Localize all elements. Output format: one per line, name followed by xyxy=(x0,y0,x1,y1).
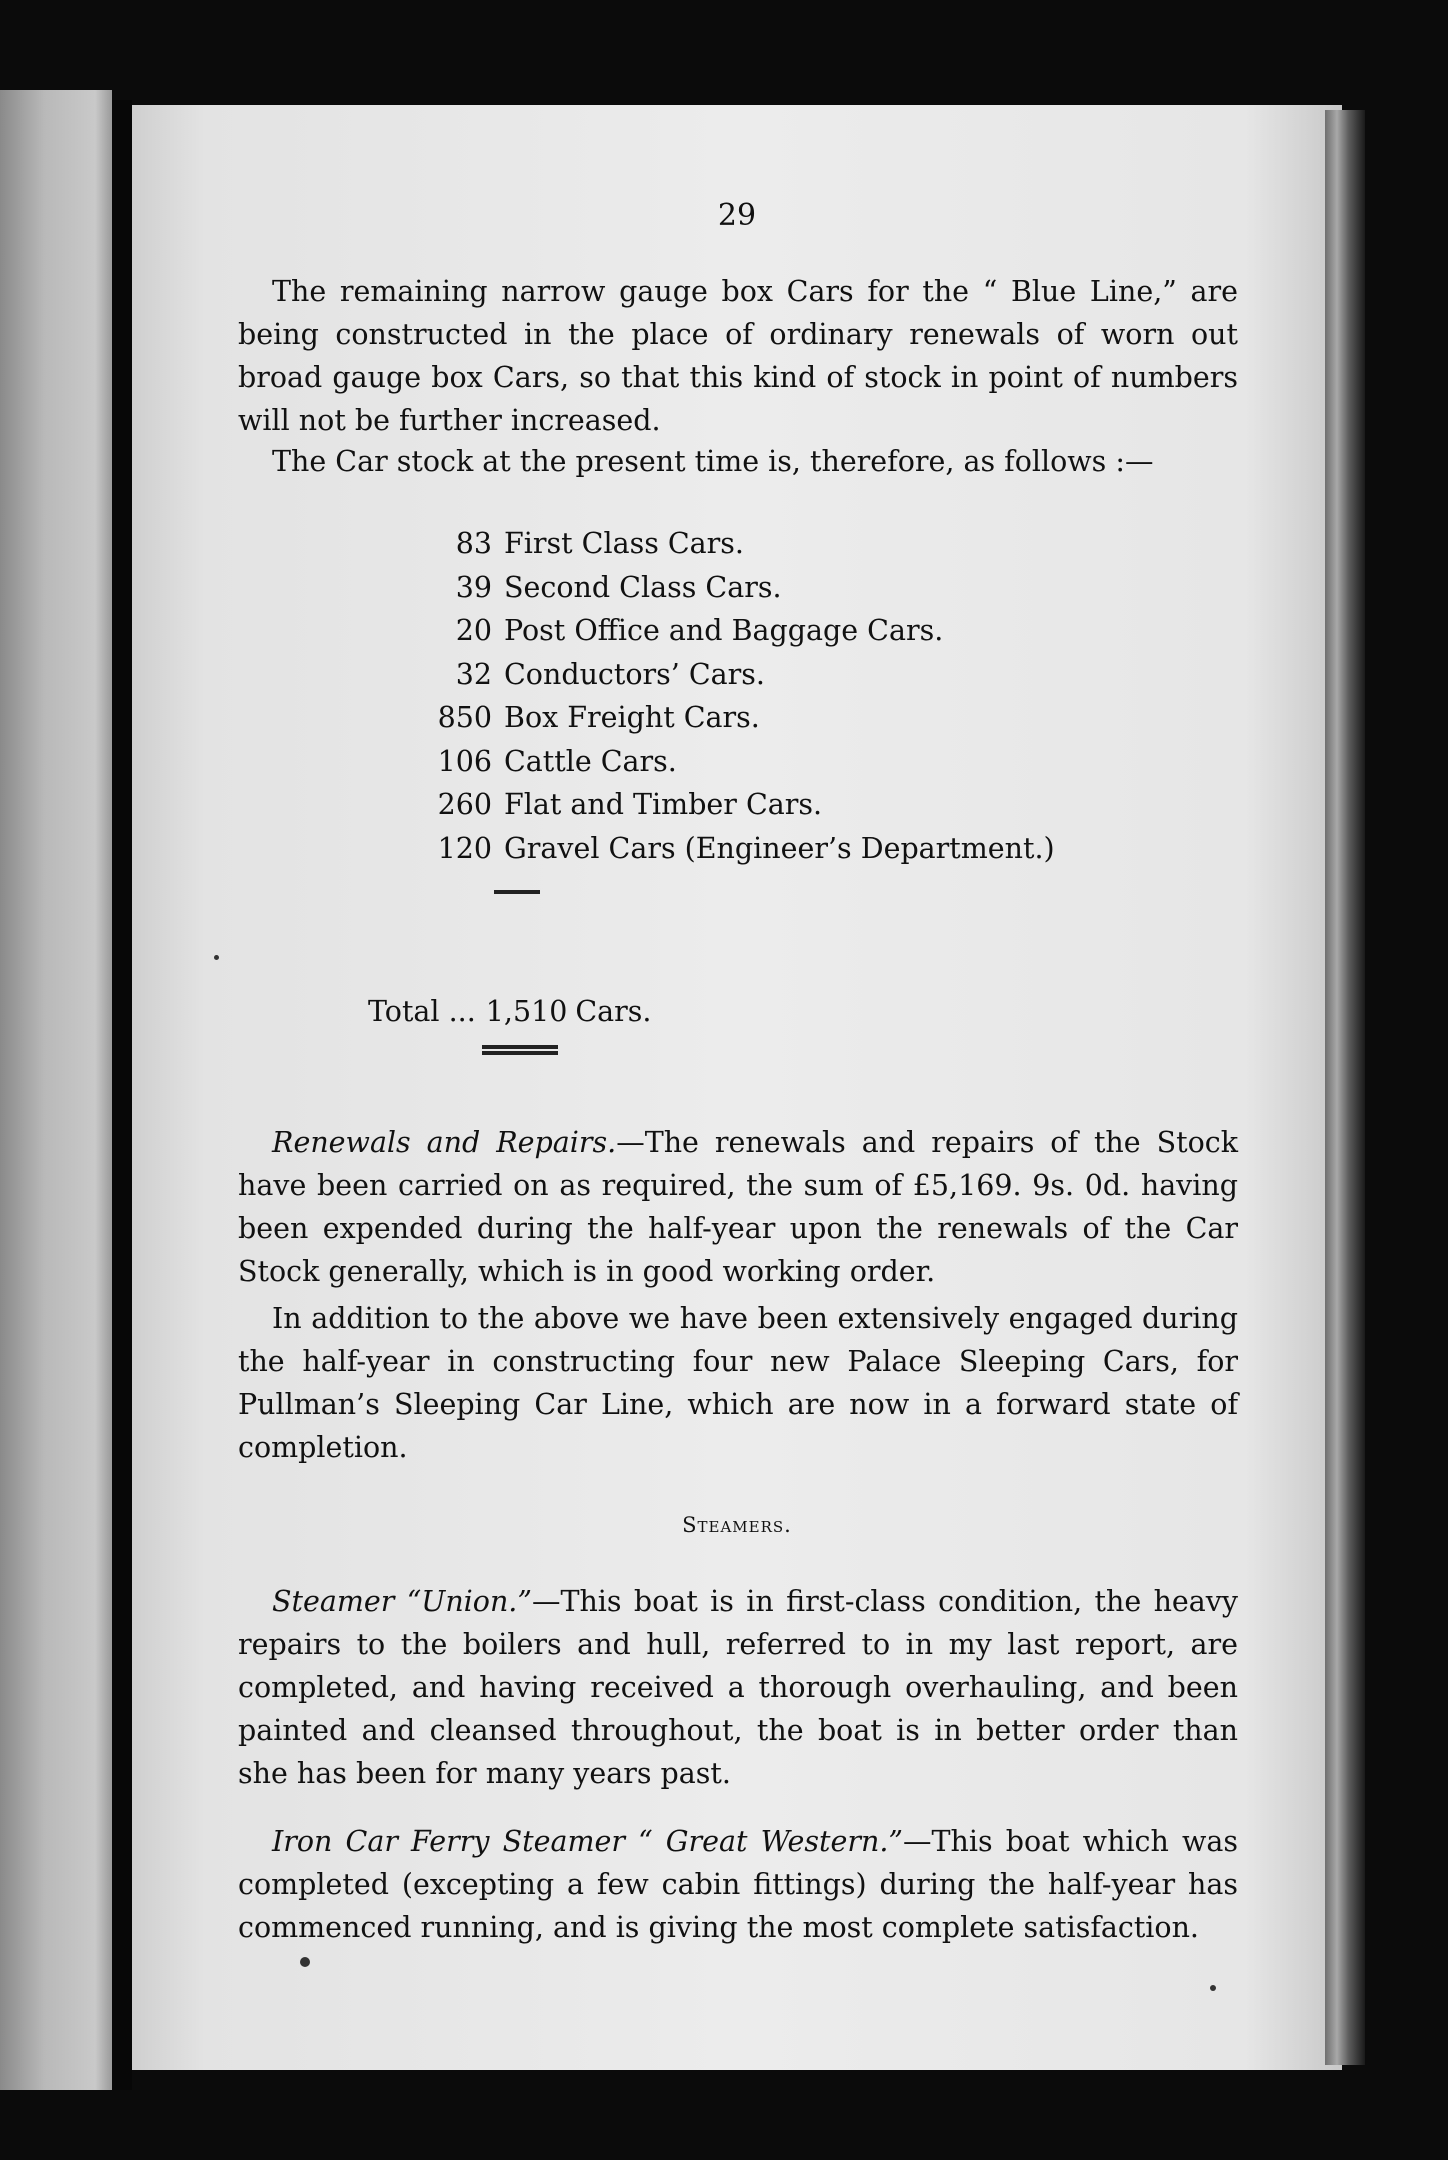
book-spine xyxy=(112,100,132,2090)
stock-row xyxy=(412,653,1112,697)
total-count: 1,510 xyxy=(485,995,568,1028)
stock-count: 850 xyxy=(437,701,492,734)
union-heading: Steamer “Union.” xyxy=(272,1585,532,1618)
paragraph-steamer-union xyxy=(238,1580,1238,1795)
stock-description: Gravel Cars (Engineer’s Department.) xyxy=(504,831,1055,865)
stock-description: Cattle Cars. xyxy=(504,744,677,778)
stock-description: First Class Cars. xyxy=(504,527,744,560)
stock-count: 32 xyxy=(455,657,492,691)
stock-row xyxy=(412,827,1112,871)
stock-description: Second Class Cars. xyxy=(504,570,782,604)
stock-count: 106 xyxy=(437,744,492,778)
total-label: Total ... xyxy=(368,995,476,1028)
stock-row xyxy=(412,696,1112,740)
paragraph-renewals xyxy=(238,1121,1238,1293)
sum-rule xyxy=(494,890,540,894)
stock-row xyxy=(412,566,1112,610)
paragraph-great-western xyxy=(238,1820,1238,1949)
great-western-heading: Iron Car Ferry Steamer “ Great Western.” xyxy=(272,1825,903,1858)
stock-count: 83 xyxy=(455,527,492,560)
page-number: 29 xyxy=(717,198,757,233)
great-western-text: —This boat which was completed (excepting a few cabin fittings) during the half-year has commenced running, and is giving the most complete satisfaction. xyxy=(238,1825,1238,1944)
union-text: —This boat is in first-class condition, the heavy repairs to the boilers and hull, referred to in my last report, are completed, and having received a thorough overhauling, and been painted and cleansed throughout, the boat is in better order than she has been for many years past. xyxy=(238,1585,1238,1790)
ink-speck xyxy=(214,955,219,960)
stock-count: 260 xyxy=(437,788,492,821)
stock-description: Post Office and Baggage Cars. xyxy=(504,614,944,647)
ink-speck xyxy=(300,1957,310,1967)
paragraph-sleeping-cars: In addition to the above we have been extensively engaged during the half-year in constructing four new Palace Sleeping Cars, for Pullman’s Sleeping Car Line, which are now in a forward state of completion. xyxy=(238,1302,1238,1464)
stock-row xyxy=(412,522,1112,566)
total-row xyxy=(368,990,651,1033)
stock-count: 120 xyxy=(437,831,492,865)
paragraph-blue-line: The remaining narrow gauge box Cars for the “ Blue Line,” are being constructed in the place of ordinary renewals of worn out broad gauge box Cars, so that this kind of stock in point of numbers will not be further increased. xyxy=(238,275,1238,437)
stock-description: Box Freight Cars. xyxy=(504,701,760,734)
document-page xyxy=(132,105,1342,2070)
stock-description: Conductors’ Cars. xyxy=(504,657,765,691)
car-stock-list xyxy=(412,522,1112,870)
stock-row xyxy=(412,740,1112,784)
stock-row xyxy=(412,783,1112,827)
page-edge xyxy=(1325,110,1365,2065)
ink-speck xyxy=(1210,1985,1216,1991)
previous-page-edge xyxy=(0,90,112,2090)
paragraph-car-stock-intro: The Car stock at the present time is, therefore, as follows :— xyxy=(272,445,1154,478)
total-unit: Cars. xyxy=(575,995,652,1028)
stock-count: 39 xyxy=(455,570,492,604)
renewals-text: —The renewals and repairs of the Stock have been carried on as required, the sum of £5,169. 9s. 0d. having been expended during the half-year upon the renewals of the Car Stock generally, which is in good working order. xyxy=(238,1126,1238,1288)
stock-count: 20 xyxy=(455,614,492,647)
stock-description: Flat and Timber Cars. xyxy=(504,788,823,821)
renewals-heading: Renewals and Repairs. xyxy=(272,1126,617,1159)
total-double-rule xyxy=(482,1045,558,1055)
stock-row xyxy=(412,609,1112,653)
section-heading-steamers: Steamers. xyxy=(682,1513,792,1537)
